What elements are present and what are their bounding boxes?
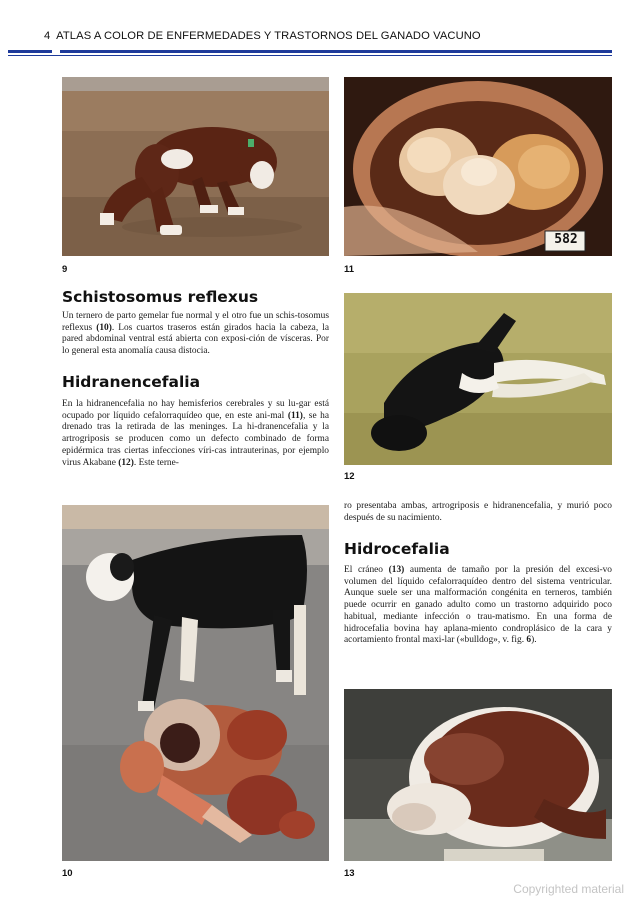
- header-rule-right: [60, 50, 612, 53]
- paragraph-schistosomus: Un ternero de parto gemelar fue normal y el otro fue un schis-tosomus reflexus (10). Los cuartos traseros están girados hacia la cabeza, la pared abdominal ventral está abierta con exposi-ción de vísceras. Por lo general esta anomalía causa distocia.: [62, 311, 329, 357]
- figure-9-number: 9: [62, 264, 68, 275]
- figure-10-photo: [62, 505, 329, 861]
- running-head: [44, 30, 481, 42]
- paragraph-hidrocefalia: El cráneo (13) aumenta de tamaño por la presión del excesi-vo volumen del líquido cefalorraquídeo dentro del sistema ventricular. Aunque suele ser una malformación congénita en terneros, también puede ocurrir en ganado adulto como un trastorno adquirido poco habitual, mediante infección o trau-matismo. En una forma de hidrocefalia bovina hay aplana-miento condroplásico de la cara y acortamiento frontal maxi-lar («bulldog», v. fig. 6).: [344, 565, 612, 646]
- figure-9-photo: [62, 77, 329, 256]
- header-rule-thin: [8, 55, 612, 56]
- figure-12-number: 12: [344, 471, 355, 482]
- header-rule-left: [8, 50, 52, 53]
- figure-13-number: 13: [344, 868, 355, 879]
- running-title: ATLAS A COLOR DE ENFERMEDADES Y TRASTORNOS DEL GANADO VACUNO: [56, 30, 481, 42]
- heading-schistosomus: Schistosomus reflexus: [62, 288, 259, 306]
- figure-11-specimen-label: 582: [554, 232, 578, 247]
- figure-11-number: 11: [344, 264, 355, 275]
- copyright-watermark: Copyrighted material: [513, 882, 624, 896]
- heading-hidrocefalia: Hidrocefalia: [344, 540, 450, 558]
- paragraph-hidranencefalia-continuation: ro presentaba ambas, artrogriposis e hidranencefalia, y murió poco después de su nacimiento.: [344, 501, 612, 523]
- page-number: 4: [44, 30, 51, 42]
- paragraph-hidranencefalia: En la hidranencefalia no hay hemisferios cerebrales y su lu-gar está ocupado por líquido cefalorraquídeo que, en este ani-mal (11), se ha drenado tras la retirada de las meninges. La hi-dranencefalia y la artrogriposis se producen como un defecto combinado de forma epidérmica tras ciertas infecciones víri-cas intrauterinas, por ejemplo virus Akabane (12). Este terne-: [62, 399, 329, 468]
- figure-13-photo: [344, 689, 612, 861]
- figure-10-number: 10: [62, 868, 73, 879]
- figure-12-photo: [344, 293, 612, 465]
- figure-11-photo: [344, 77, 612, 256]
- heading-hidranencefalia: Hidranencefalia: [62, 373, 201, 391]
